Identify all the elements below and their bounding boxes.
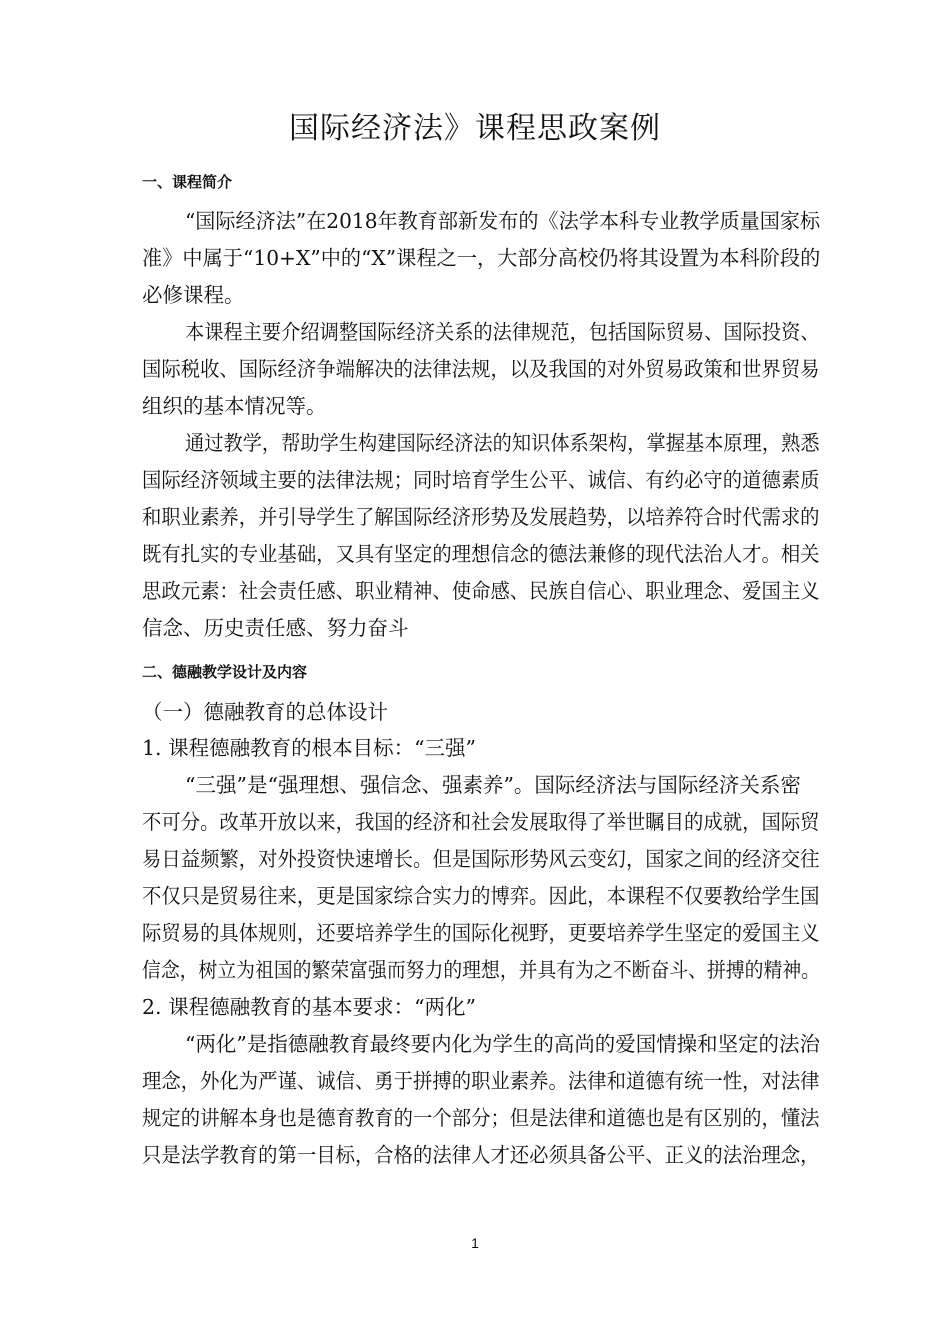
- section-heading-teaching-design: 二、德融教学设计及内容: [142, 663, 308, 681]
- paragraph-line: 本课程主要介绍调整国际经济关系的法律规范，包括国际贸易、国际投资、: [185, 320, 820, 344]
- paragraph-line: 既有扎实的专业基础，又具有坚定的理想信念的德法兼修的现代法治人才。相关: [142, 542, 820, 566]
- page-number: 1: [471, 1235, 479, 1251]
- paragraph-line: 信念，树立为祖国的繁荣富强而努力的理想，并具有为之不断奋斗、拼搏的精神。: [142, 958, 821, 982]
- paragraph-line: 规定的讲解本身也是德育教育的一个部分；但是法律和道德也是有区别的，懂法: [142, 1106, 820, 1130]
- paragraph-line: 和职业素养，并引导学生了解国际经济形势及发展趋势，以培养符合时代需求的: [142, 505, 820, 529]
- paragraph-line: 际贸易的具体规则，还要培养学生的国际化视野，更要培养学生坚定的爱国主义: [142, 921, 820, 945]
- paragraph-line: 组织的基本情况等。: [142, 394, 327, 418]
- paragraph-line: “两化”是指德融教育最终要内化为学生的高尚的爱国情操和坚定的法治: [185, 1032, 820, 1056]
- numbered-heading: 2. 课程德融教育的基本要求：“两化”: [142, 995, 477, 1019]
- numbered-heading: 1. 课程德融教育的根本目标：“三强”: [142, 736, 477, 760]
- paragraph-line: 理念，外化为严谨、诚信、勇于拼搏的职业素养。法律和道德有统一性，对法律: [142, 1069, 820, 1093]
- paragraph-line: 只是法学教育的第一目标，合格的法律人才还必须具备公平、正义的法治理念，: [142, 1143, 820, 1167]
- paragraph-line: 不可分。改革开放以来，我国的经济和社会发展取得了举世瞩目的成就，国际贸: [142, 810, 820, 834]
- paragraph-line: 必修课程。: [142, 283, 245, 307]
- paragraph-line: 国际税收、国际经济争端解决的法律法规，以及我国的对外贸易政策和世界贸易: [142, 357, 820, 381]
- paragraph-line: 通过教学，帮助学生构建国际经济法的知识体系架构，掌握基本原理，熟悉: [185, 431, 820, 455]
- paragraph-line: 准》中属于“10+X”中的“X”课程之一，大部分高校仍将其设置为本科阶段的: [142, 246, 821, 270]
- document-title: 国际经济法》课程思政案例: [289, 111, 661, 146]
- subsection-heading: （一）德融教育的总体设计: [142, 700, 388, 724]
- paragraph-line: 信念、历史责任感、努力奋斗: [142, 616, 409, 640]
- paragraph-line: 不仅只是贸易往来，更是国家综合实力的博弈。因此，本课程不仅要教给学生国: [142, 884, 820, 908]
- paragraph-line: 易日益频繁，对外投资快速增长。但是国际形势风云变幻，国家之间的经济交往: [142, 847, 820, 871]
- paragraph-line: 思政元素：社会责任感、职业精神、使命感、民族自信心、职业理念、爱国主义: [142, 579, 820, 603]
- paragraph-line: “三强”是“强理想、强信念、强素养”。国际经济法与国际经济关系密: [185, 773, 801, 797]
- paragraph-line: 国际经济领域主要的法律法规；同时培育学生公平、诚信、有约必守的道德素质: [142, 468, 820, 492]
- section-heading-course-intro: 一、课程简介: [142, 173, 233, 191]
- paragraph-line: “国际经济法”在2018年教育部新发布的《法学本科专业教学质量国家标: [185, 209, 821, 233]
